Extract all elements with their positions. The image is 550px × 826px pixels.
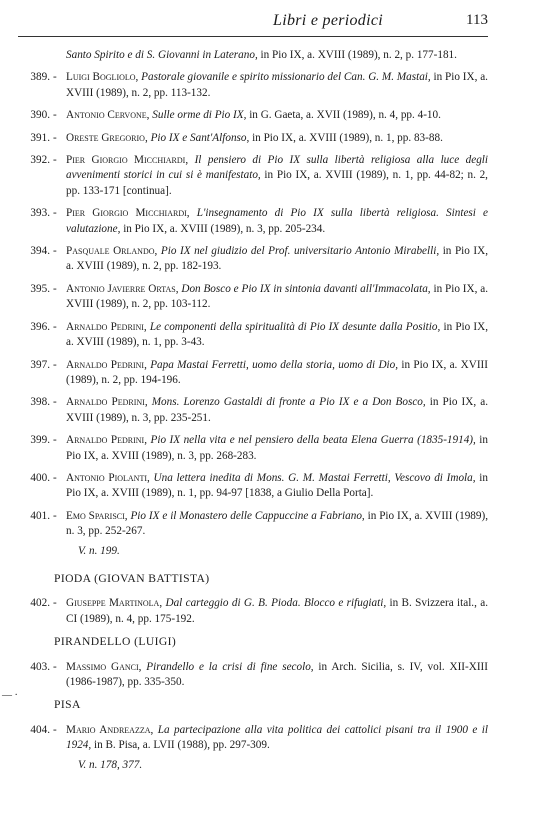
entry-dash: - <box>53 509 57 522</box>
entry-body <box>66 70 488 101</box>
cross-reference: V. n. 199. <box>78 544 120 557</box>
entry-author: Oreste Gregorio, <box>66 131 148 144</box>
entry-author: Antonio Piolanti, <box>66 471 150 484</box>
entry-body <box>66 395 488 426</box>
entry-author: Massimo Ganci, <box>66 660 142 673</box>
entry-number: 392. <box>30 154 50 167</box>
entry-number: 393. <box>30 207 50 220</box>
page-number: 113 <box>466 12 488 28</box>
running-title: Libri e periodici <box>273 12 383 29</box>
entry-author: Emo Sparisci, <box>66 509 128 522</box>
entry-body <box>66 358 488 389</box>
entry-dash: - <box>53 154 57 167</box>
entry-title: Pio IX nella vita e nel pensiero della beata Elena Guerra (1835-1914), <box>150 434 476 447</box>
entry-body <box>66 153 488 199</box>
margin-mark: — · <box>2 690 18 701</box>
entry-number: 394. <box>30 245 50 258</box>
entry-source: in Pio IX, a. XVIII (1989), n. 1, pp. 94-97 [1838, a Giulio Della Porta]. <box>66 471 488 500</box>
entry-number: 396. <box>30 320 50 333</box>
entry-dash: - <box>53 396 57 409</box>
bibliography-entry <box>18 395 488 426</box>
entry-source: in Pio IX, a. XVIII (1989), n. 2, pp. 113-132. <box>66 71 488 99</box>
entry-number: 399. <box>30 434 50 447</box>
entry-title: Una lettera inedita di Mons. G. M. Mastai Ferretti, Vescovo di Imola, <box>153 471 476 484</box>
entry-title: Il pensiero di Pio IX sulla libertà religiosa alla luce degli avvenimenti storici in cui si è manifestato, <box>66 154 489 182</box>
entry-dash: - <box>53 282 57 295</box>
entry-body <box>66 108 488 123</box>
entry-title: Pastorale giovanile e spirito missionario del Can. G. M. Mastai, <box>141 71 431 84</box>
entry-title: La partecipazione alla vita politica dei cattolici pisani tra il 1900 e il 1924, <box>66 723 488 752</box>
entry-number: 398. <box>30 396 50 409</box>
bibliography-entry <box>18 206 488 237</box>
bibliography-list <box>18 48 488 785</box>
bibliography-entry <box>18 282 488 313</box>
entry-dash: - <box>53 245 57 258</box>
entry-dash: - <box>53 471 57 484</box>
entry-source: in Pio IX, a. XVIII (1989), n. 3, pp. 268-283. <box>66 434 488 462</box>
entry-author: Luigi Bogliolo, <box>66 71 139 84</box>
entry-body <box>66 320 488 351</box>
entry-dash: - <box>53 723 57 736</box>
entry-number: 397. <box>30 358 50 371</box>
bibliography-entry <box>18 596 488 627</box>
bibliography-entry <box>18 108 488 123</box>
entry-author: Mario Andreazza, <box>66 723 154 736</box>
entry-title: L'insegnamento di Pio IX sulla libertà religiosa. Sintesi e valutazione, <box>66 207 489 235</box>
entry-body <box>66 282 488 313</box>
entry-source: in Pio IX, a. XVIII (1989), n. 3, pp. 205-234. <box>120 222 326 235</box>
entry-source: in Pio IX, a. XVIII (1989), n. 2, pp. 103-112. <box>66 282 489 311</box>
entry-source: in Pio IX, a. XVIII (1989), n. 3, pp. 235-251. <box>66 396 488 424</box>
entry-body <box>66 723 488 754</box>
entry-title: Pio IX nel giudizio del Prof. universitario Antonio Mirabelli, <box>160 245 440 258</box>
entry-number: 390. <box>30 109 50 122</box>
entry-number: 400. <box>30 471 50 484</box>
entry-dash: - <box>53 71 57 84</box>
section-heading: PIRANDELLO (LUIGI) <box>54 635 177 649</box>
entry-source: in Pio IX, a. XVIII (1989), n. 2, pp. 182-193. <box>66 245 489 273</box>
entry-body <box>66 131 488 146</box>
bibliography-entry <box>18 433 488 464</box>
section-heading: PIODA (GIOVAN BATTISTA) <box>54 571 210 585</box>
entry-title: Pio IX e Sant'Alfonso, <box>150 131 250 144</box>
entry-author: Pasquale Orlando, <box>66 245 158 258</box>
entry-title: Pio IX e il Monastero delle Cappuccine a Fabriano, <box>130 509 365 522</box>
entry-body <box>66 660 488 691</box>
bibliography-entry <box>18 723 488 754</box>
entry-dash: - <box>53 207 57 220</box>
bibliography-entry <box>18 70 488 101</box>
cross-reference: V. n. 178, 377. <box>78 758 143 771</box>
entry-title: Don Bosco e Pio IX in sintonia davanti all'Immacolata, <box>181 282 431 295</box>
continued-title: Santo Spirito e di S. Giovanni in Laterano, <box>66 49 258 61</box>
entry-title: Pirandello e la crisi di fine secolo, <box>146 660 314 673</box>
entry-source: in B. Pisa, a. LVII (1988), pp. 297-309. <box>91 739 270 752</box>
entry-source: in B. Svizzera ital., a. CI (1989), n. 4, pp. 175-192. <box>66 597 489 625</box>
entry-number: 404. <box>30 723 50 736</box>
running-header <box>18 10 488 37</box>
entry-source: in Arch. Sicilia, s. IV, vol. XII-XIII (1986-1987), pp. 335-350. <box>66 660 489 688</box>
entry-body <box>66 596 488 627</box>
entry-author: Arnaldo Pedrini, <box>66 396 148 409</box>
entry-dash: - <box>53 109 57 122</box>
entry-source: in Pio IX, a. XVIII (1989), n. 1, pp. 3-43. <box>66 320 489 349</box>
bibliography-entry <box>18 471 488 502</box>
continued-rest: in Pio IX, a. XVIII (1989), n. 2, p. 177-181. <box>257 49 457 61</box>
entry-dash: - <box>53 597 57 610</box>
section-heading: PISA <box>54 698 81 712</box>
entry-number: 391. <box>30 131 50 144</box>
entry-number: 402. <box>30 597 50 610</box>
entry-body <box>66 433 488 464</box>
entry-dash: - <box>53 131 57 144</box>
bibliography-entry <box>18 660 488 691</box>
entry-title: Mons. Lorenzo Gastaldi di fronte a Pio IX e a Don Bosco, <box>151 396 426 409</box>
entry-author: Pier Giorgio Micchiardi, <box>66 207 190 220</box>
entry-body <box>66 509 488 540</box>
entry-source: in Pio IX, a. XVIII (1989), n. 2, pp. 194-196. <box>66 358 489 386</box>
entry-author: Arnaldo Pedrini, <box>66 358 147 371</box>
entry-author: Giuseppe Martinola, <box>66 597 163 610</box>
entry-dash: - <box>53 358 57 371</box>
entry-author: Pier Giorgio Micchiardi, <box>66 154 189 167</box>
bibliography-entry <box>18 131 488 146</box>
entry-title: Papa Mastai Ferretti, uomo della storia, uomo di Dio, <box>150 358 399 371</box>
entry-dash: - <box>53 434 57 447</box>
bibliography-entry <box>18 320 488 351</box>
entry-number: 395. <box>30 282 50 295</box>
entry-title: Dal carteggio di G. B. Pioda. Blocco e rifugiati, <box>165 597 387 610</box>
entry-author: Arnaldo Pedrini, <box>66 434 148 447</box>
entry-number: 389. <box>30 71 50 84</box>
bibliography-entry <box>18 153 488 199</box>
entry-body <box>66 244 488 275</box>
entry-body <box>66 471 488 502</box>
entry-number: 401. <box>30 509 50 522</box>
entry-title: Le componenti della spiritualità di Pio IX desunte dalla Positio, <box>149 320 441 333</box>
entry-title: Sulle orme di Pio IX, <box>152 109 247 122</box>
entry-source: in G. Gaeta, a. XVII (1989), n. 4, pp. 4-10. <box>246 109 441 122</box>
entry-source: in Pio IX, a. XVIII (1989), n. 1, pp. 83-88. <box>249 131 443 144</box>
entry-body <box>66 206 488 237</box>
entry-source: in Pio IX, a. XVIII (1989), n. 1, pp. 44-82; n. 2, pp. 133-171 [continua]. <box>66 169 488 197</box>
entry-author: Antonio Cervone, <box>66 109 150 122</box>
entry-source: in Pio IX, a. XVIII (1989), n. 3, pp. 252-267. <box>66 509 489 538</box>
continued-entry <box>18 48 488 63</box>
entry-author: Arnaldo Pedrini, <box>66 320 147 333</box>
entry-dash: - <box>53 320 57 333</box>
entry-author: Antonio Javierre Ortas, <box>66 282 179 295</box>
bibliography-entry <box>18 244 488 275</box>
entry-number: 403. <box>30 660 50 673</box>
entry-dash: - <box>53 660 57 673</box>
bibliography-entry <box>18 358 488 389</box>
bibliography-entry <box>18 509 488 540</box>
